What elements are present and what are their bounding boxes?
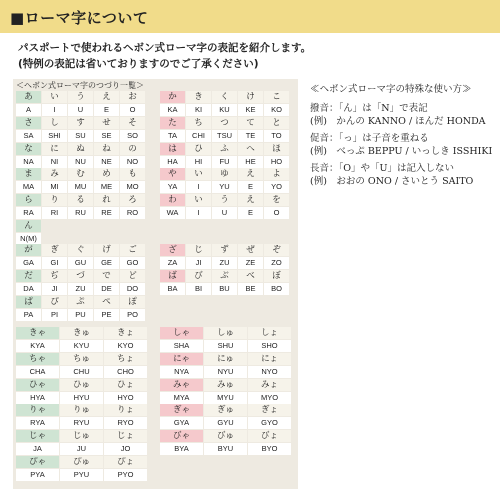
kana-cell: も <box>120 168 145 180</box>
kana-cell: い <box>42 91 67 103</box>
romaji-cell: CHU <box>60 366 103 378</box>
kana-cell: ぎゃ <box>160 404 203 416</box>
romaji-cell: E <box>238 181 263 193</box>
kana-cell: び <box>186 270 211 282</box>
romaji-cell: NYO <box>248 366 291 378</box>
romaji-cell: N(M) <box>16 233 41 245</box>
romaji-cell: NA <box>16 156 41 168</box>
kana-cell: し <box>42 117 67 129</box>
romaji-cell: BA <box>160 283 185 295</box>
special-rule-example: (例) べっぷ BEPPU / いっしき ISSHIKI <box>310 146 493 157</box>
kana-cell: あ <box>16 91 41 103</box>
kana-cell: ちゃ <box>16 353 59 365</box>
romaji-cell: HYO <box>104 392 147 404</box>
romaji-cell: KO <box>264 104 289 116</box>
romaji-cell: U <box>212 207 237 219</box>
kana-cell: ご <box>120 244 145 256</box>
kana-cell: だ <box>16 270 41 282</box>
kana-cell: ひゃ <box>16 379 59 391</box>
romaji-cell: GU <box>68 257 93 269</box>
romaji-cell: KYO <box>104 340 147 352</box>
kana-cell: な <box>16 143 41 155</box>
romaji-cell: MA <box>16 181 41 193</box>
kana-cell: ぬ <box>68 143 93 155</box>
kana-cell: りゅ <box>60 404 103 416</box>
romaji-cell: RYA <box>16 417 59 429</box>
romaji-cell: HYU <box>60 392 103 404</box>
kana-cell: ぎょ <box>248 404 291 416</box>
kana-cell: びゃ <box>160 430 203 442</box>
romaji-cell: KI <box>186 104 211 116</box>
kana-cell: ち <box>186 117 211 129</box>
romaji-cell: NI <box>42 156 67 168</box>
kana-cell: ら <box>16 194 41 206</box>
romaji-cell: ZU <box>212 257 237 269</box>
romaji-cell: RU <box>68 207 93 219</box>
kana-cell: ぴょ <box>104 456 147 468</box>
kana-cell: の <box>120 143 145 155</box>
kana-cell: ま <box>16 168 41 180</box>
romaji-cell: PI <box>42 309 67 321</box>
romaji-cell: NO <box>120 156 145 168</box>
special-rule-example: (例) かんの KANNO / ほんだ HONDA <box>310 116 486 127</box>
romaji-cell: GO <box>120 257 145 269</box>
kana-cell: わ <box>160 194 185 206</box>
kana-cell: ちょ <box>104 353 147 365</box>
romaji-cell: O <box>264 207 289 219</box>
romaji-cell: GE <box>94 257 119 269</box>
kana-cell: ざ <box>160 244 185 256</box>
kana-cell: ぎ <box>42 244 67 256</box>
romaji-cell: BO <box>264 283 289 295</box>
special-rule-heading: 長音：「O」や「U」は記入しない <box>310 163 455 174</box>
kana-cell: う <box>68 91 93 103</box>
romaji-cell: ZO <box>264 257 289 269</box>
section-header <box>0 0 500 33</box>
kana-cell: け <box>238 91 263 103</box>
romaji-cell: PYA <box>16 469 59 481</box>
romaji-cell: ZU <box>68 283 93 295</box>
romaji-cell: ME <box>94 181 119 193</box>
kana-cell: ほ <box>264 143 289 155</box>
special-usage-title: ≪ヘボン式ローマ字の特殊な使い方≫ <box>310 84 472 95</box>
romaji-cell: NE <box>94 156 119 168</box>
special-rule-heading: 撥音：「ん」は「N」で表記 <box>310 103 428 114</box>
kana-cell: れ <box>94 194 119 206</box>
kana-cell: は <box>160 143 185 155</box>
romaji-cell: GYU <box>204 417 247 429</box>
page-title: ■ローマ字について <box>10 9 149 27</box>
romaji-cell: A <box>16 104 41 116</box>
romaji-cell: KA <box>160 104 185 116</box>
romaji-cell: SE <box>94 130 119 142</box>
romaji-cell: CHA <box>16 366 59 378</box>
romaji-cell: SHU <box>204 340 247 352</box>
kana-cell: みゅ <box>204 379 247 391</box>
kana-cell: で <box>94 270 119 282</box>
romaji-cell: PE <box>94 309 119 321</box>
kana-cell: う <box>212 194 237 206</box>
kana-cell: ぽ <box>120 296 145 308</box>
romaji-cell: JI <box>42 283 67 295</box>
kana-cell: ろ <box>120 194 145 206</box>
kana-cell: ぐ <box>68 244 93 256</box>
kana-cell: ぷ <box>68 296 93 308</box>
romaji-cell: SHI <box>42 130 67 142</box>
romaji-cell: HE <box>238 156 263 168</box>
romaji-cell: MYU <box>204 392 247 404</box>
kana-cell: ぜ <box>238 244 263 256</box>
romaji-cell: PO <box>120 309 145 321</box>
romaji-cell: NYA <box>160 366 203 378</box>
romaji-cell: YO <box>264 181 289 193</box>
kana-cell: か <box>160 91 185 103</box>
kana-cell: ん <box>16 220 41 232</box>
kana-cell: す <box>68 117 93 129</box>
romaji-cell: U <box>68 104 93 116</box>
special-rule-heading: 促音：「っ」は子音を重ねる <box>310 133 429 144</box>
kana-cell: きゅ <box>60 327 103 339</box>
romaji-cell: HA <box>160 156 185 168</box>
romaji-cell: RA <box>16 207 41 219</box>
kana-cell: ず <box>212 244 237 256</box>
romaji-cell: JI <box>186 257 211 269</box>
romaji-cell: HI <box>186 156 211 168</box>
romaji-cell: E <box>238 207 263 219</box>
romaji-cell: GYO <box>248 417 291 429</box>
romaji-cell: RYU <box>60 417 103 429</box>
romaji-cell: SU <box>68 130 93 142</box>
kana-cell: ぶ <box>212 270 237 282</box>
kana-cell: ひゅ <box>60 379 103 391</box>
kana-cell: じゃ <box>16 430 59 442</box>
kana-cell: しょ <box>248 327 291 339</box>
kana-cell: へ <box>238 143 263 155</box>
romaji-cell: JO <box>104 443 147 455</box>
kana-cell: ど <box>120 270 145 282</box>
romaji-cell: RO <box>120 207 145 219</box>
romaji-cell: YA <box>160 181 185 193</box>
kana-cell: びゅ <box>204 430 247 442</box>
kana-cell: にょ <box>248 353 291 365</box>
intro-line-1: パスポートで使われるヘボン式ローマ字の表記を紹介します。 <box>18 42 312 54</box>
romaji-cell: SO <box>120 130 145 142</box>
kana-cell: びょ <box>248 430 291 442</box>
romaji-cell: PA <box>16 309 41 321</box>
kana-cell: ぱ <box>16 296 41 308</box>
kana-cell: みゃ <box>160 379 203 391</box>
kana-cell: き <box>186 91 211 103</box>
romaji-cell: KE <box>238 104 263 116</box>
kana-cell: に <box>42 143 67 155</box>
romaji-cell: FU <box>212 156 237 168</box>
kana-cell: りゃ <box>16 404 59 416</box>
kana-cell: きょ <box>104 327 147 339</box>
kana-cell: しゃ <box>160 327 203 339</box>
romaji-cell: TE <box>238 130 263 142</box>
kana-cell: じゅ <box>60 430 103 442</box>
kana-cell: ぺ <box>94 296 119 308</box>
kana-cell: ひ <box>186 143 211 155</box>
kana-cell: を <box>264 194 289 206</box>
romaji-cell: KYA <box>16 340 59 352</box>
kana-cell: え <box>94 91 119 103</box>
kana-cell: じょ <box>104 430 147 442</box>
kana-cell: べ <box>238 270 263 282</box>
kana-cell: じ <box>186 244 211 256</box>
kana-cell: ぼ <box>264 270 289 282</box>
romaji-cell: RYO <box>104 417 147 429</box>
romaji-cell: BU <box>212 283 237 295</box>
romaji-cell: I <box>186 207 211 219</box>
kana-cell: た <box>160 117 185 129</box>
kana-cell: きゃ <box>16 327 59 339</box>
kana-cell: い <box>186 194 211 206</box>
romaji-cell: TA <box>160 130 185 142</box>
kana-cell: づ <box>68 270 93 282</box>
romaji-cell: BYA <box>160 443 203 455</box>
kana-cell: よ <box>264 168 289 180</box>
kana-cell: ゆ <box>212 168 237 180</box>
romaji-cell: KYU <box>60 340 103 352</box>
romaji-cell: RE <box>94 207 119 219</box>
kana-cell: え <box>238 194 263 206</box>
kana-cell: しゅ <box>204 327 247 339</box>
romaji-cell: JU <box>60 443 103 455</box>
kana-cell: ば <box>160 270 185 282</box>
intro-line-2: (特例の表記は省いておりますのでご了承ください) <box>18 58 259 70</box>
kana-cell: にゃ <box>160 353 203 365</box>
kana-cell: い <box>186 168 211 180</box>
romaji-cell: HYA <box>16 392 59 404</box>
romaji-cell: SHA <box>160 340 203 352</box>
romaji-cell: TO <box>264 130 289 142</box>
kana-cell: と <box>264 117 289 129</box>
kana-cell: り <box>42 194 67 206</box>
kana-cell: ね <box>94 143 119 155</box>
romaji-cell: WA <box>160 207 185 219</box>
romaji-cell: I <box>42 104 67 116</box>
romaji-cell: JA <box>16 443 59 455</box>
romaji-cell: DO <box>120 283 145 295</box>
romaji-cell: E <box>94 104 119 116</box>
romaji-cell: I <box>186 181 211 193</box>
romaji-cell: MU <box>68 181 93 193</box>
kana-cell: そ <box>120 117 145 129</box>
kana-cell: せ <box>94 117 119 129</box>
table-title: ＜ヘボン式ローマ字のつづり一覧＞ <box>16 81 144 90</box>
romaji-cell: SA <box>16 130 41 142</box>
kana-cell: こ <box>264 91 289 103</box>
romaji-cell: MI <box>42 181 67 193</box>
romaji-cell: CHO <box>104 366 147 378</box>
kana-cell: さ <box>16 117 41 129</box>
romaji-cell: BYO <box>248 443 291 455</box>
kana-cell: ぢ <box>42 270 67 282</box>
romaji-cell: BE <box>238 283 263 295</box>
kana-cell: て <box>238 117 263 129</box>
kana-cell: にゅ <box>204 353 247 365</box>
romaji-cell: NYU <box>204 366 247 378</box>
kana-cell: ぴゃ <box>16 456 59 468</box>
romaji-cell: KU <box>212 104 237 116</box>
romaji-cell: SHO <box>248 340 291 352</box>
romaji-cell: ZE <box>238 257 263 269</box>
kana-cell: ぞ <box>264 244 289 256</box>
romaji-cell: O <box>120 104 145 116</box>
kana-cell: つ <box>212 117 237 129</box>
romaji-cell: NU <box>68 156 93 168</box>
romaji-cell: BYU <box>204 443 247 455</box>
kana-cell: ぴ <box>42 296 67 308</box>
kana-cell: み <box>42 168 67 180</box>
romaji-cell: MYO <box>248 392 291 404</box>
special-rule-example: (例) おおの ONO / さいとう SAITO <box>310 176 474 187</box>
romaji-cell: HO <box>264 156 289 168</box>
romaji-cell: BI <box>186 283 211 295</box>
kana-cell: え <box>238 168 263 180</box>
romaji-cell: DA <box>16 283 41 295</box>
kana-cell: ぎゅ <box>204 404 247 416</box>
romaji-cell: MO <box>120 181 145 193</box>
romaji-cell: PYO <box>104 469 147 481</box>
romaji-cell: RI <box>42 207 67 219</box>
romaji-cell: PYU <box>60 469 103 481</box>
romaji-cell: PU <box>68 309 93 321</box>
kana-cell: ひょ <box>104 379 147 391</box>
kana-cell: みょ <box>248 379 291 391</box>
kana-cell: や <box>160 168 185 180</box>
romaji-cell: TSU <box>212 130 237 142</box>
kana-cell: く <box>212 91 237 103</box>
romaji-cell: DE <box>94 283 119 295</box>
romaji-cell: YU <box>212 181 237 193</box>
kana-cell: お <box>120 91 145 103</box>
romaji-cell: GYA <box>160 417 203 429</box>
kana-cell: ふ <box>212 143 237 155</box>
romaji-cell: GA <box>16 257 41 269</box>
kana-cell: ぴゅ <box>60 456 103 468</box>
romaji-cell: ZA <box>160 257 185 269</box>
romaji-cell: CHI <box>186 130 211 142</box>
kana-cell: ちゅ <box>60 353 103 365</box>
kana-cell: げ <box>94 244 119 256</box>
kana-cell: め <box>94 168 119 180</box>
kana-cell: む <box>68 168 93 180</box>
kana-cell: が <box>16 244 41 256</box>
kana-cell: りょ <box>104 404 147 416</box>
romaji-cell: MYA <box>160 392 203 404</box>
romaji-cell: GI <box>42 257 67 269</box>
kana-cell: る <box>68 194 93 206</box>
